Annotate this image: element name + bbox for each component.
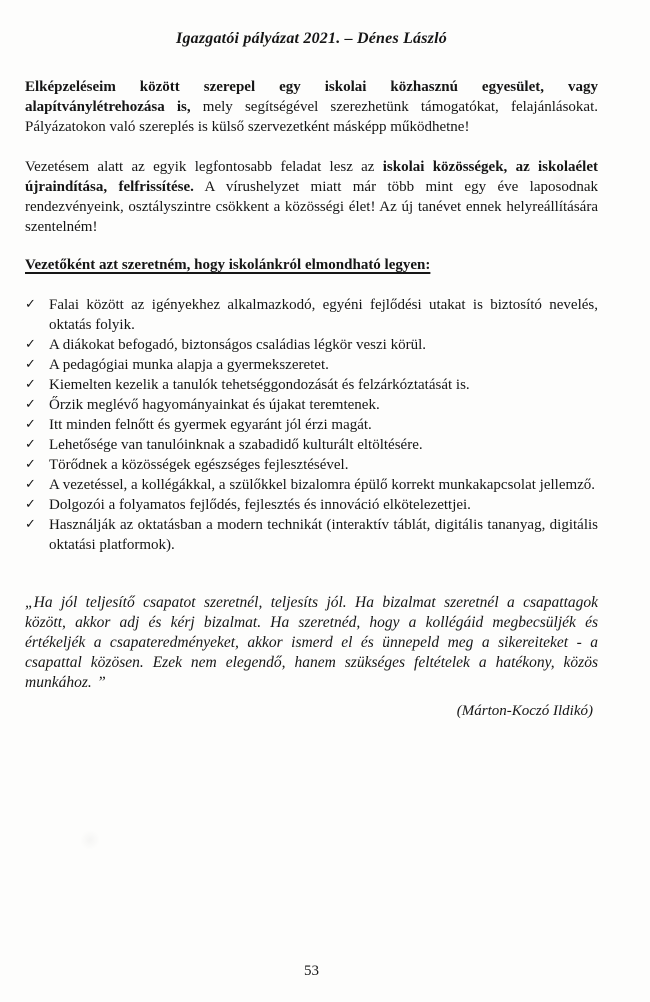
checkmark-icon: ✓ — [25, 337, 36, 352]
checklist-item — [25, 435, 598, 455]
checklist-item-text: Törődnek a közösségek egészséges fejlesztésével. — [49, 457, 349, 473]
block-quote: „Ha jól teljesítő csapatot szeretnél, teljesíts jól. Ha bizalmat szeretnél a csapattagok között, akkor adj és kérj bizalmat. Ha szeretnéd, hogy a kollégáid megbecsüljék és értékeljék a csapateredményeket, akkor ismerd el és ünnepeld meg a sikereiteket - a csapattal közösen. Ezek nem elegendő, hanem szükséges feltételek a hatékony, közös munkához. ” — [25, 594, 598, 691]
checkmark-icon: ✓ — [25, 477, 36, 492]
checklist-item — [25, 375, 598, 395]
page-header-title: Igazgatói pályázat 2021. – Dénes László — [176, 30, 447, 47]
checkmark-icon: ✓ — [25, 417, 36, 432]
checklist-item-text: A pedagógiai munka alapja a gyermekszeretet. — [49, 357, 329, 373]
paragraph-1 — [25, 77, 598, 137]
checklist-item-text: Kiemelten kezelik a tanulók tehetséggondozását és felzárkóztatását is. — [49, 377, 470, 393]
checklist-item-text: Használják az oktatásban a modern technikát (interaktív táblát, digitális tananyag, digitális oktatási platformok). — [49, 517, 598, 553]
checkmark-icon: ✓ — [25, 497, 36, 512]
section-heading — [25, 255, 598, 275]
paragraph-1-bold-text: Elképzeléseim között szerepel egy iskolai közhasznú egyesület, vagy alapítványlétrehozása is, — [25, 79, 598, 115]
paragraph-1-regular-text: mely segítségével szerezhetünk támogatókat, felajánlásokat. Pályázatokon való szereplés is külső szervezetként másképp működhetne! — [25, 99, 598, 135]
checkmark-icon: ✓ — [25, 357, 36, 372]
checklist-item — [25, 335, 598, 355]
checkmark-icon: ✓ — [25, 517, 36, 532]
paragraph-2 — [25, 157, 598, 237]
paragraph-2-bold-text: iskolai közösségek, az iskolaélet újraindítása, felfrissítése. — [25, 159, 599, 195]
section-heading-text: Vezetőként azt szeretném, hogy iskolánkról elmondható legyen: — [25, 257, 431, 273]
checklist-item-text: Dolgozói a folyamatos fejlődés, fejlesztés és innováció elkötelezettjei. — [49, 497, 471, 513]
checklist-item-text: Lehetősége van tanulóinknak a szabadidő kulturált eltöltésére. — [49, 437, 423, 453]
checklist-item-text: Itt minden felnőtt és gyermek egyaránt jól érzi magát. — [49, 417, 372, 433]
checkmark-icon: ✓ — [25, 397, 36, 412]
checklist-item-text: Falai között az igényekhez alkalmazkodó, egyéni fejlődési utakat is biztosító nevelés, oktatás folyik. — [49, 297, 598, 333]
checkmark-icon: ✓ — [25, 437, 36, 452]
paragraph-2-lead-text: Vezetésem alatt az egyik legfontosabb feladat lesz az — [25, 159, 383, 175]
checkmark-icon: ✓ — [25, 297, 36, 312]
checklist-item-text: A vezetéssel, a kollégákkal, a szülőkkel bizalomra épülő korrekt munkakapcsolat jellemző. — [49, 477, 596, 493]
checklist-item-text: A diákokat befogadó, biztonságos családias légkör veszi körül. — [49, 337, 426, 353]
checklist-item — [25, 455, 598, 475]
checklist-item — [25, 355, 598, 375]
checklist-item — [25, 515, 598, 555]
checkmark-icon: ✓ — [25, 457, 36, 472]
checklist-item — [25, 415, 598, 435]
checklist-item — [25, 475, 598, 495]
checklist-item — [25, 295, 598, 335]
checkmark-icon: ✓ — [25, 377, 36, 392]
quote-attribution: (Márton-Koczó Ildikó) — [456, 703, 593, 719]
page-number: 53 — [304, 963, 319, 979]
checklist-item — [25, 495, 598, 515]
checklist-item — [25, 395, 598, 415]
checklist — [25, 295, 598, 555]
checklist-item-text: Őrzik meglévő hagyományainkat és újakat teremtenek. — [49, 397, 380, 413]
paragraph-2-regular-text: A vírushelyzet miatt már több mint egy éve laposodnak rendezvényeink, osztályszintre csökkent a közösségi élet! Az új tanévet ennek helyreállítására szentelném! — [25, 179, 598, 235]
